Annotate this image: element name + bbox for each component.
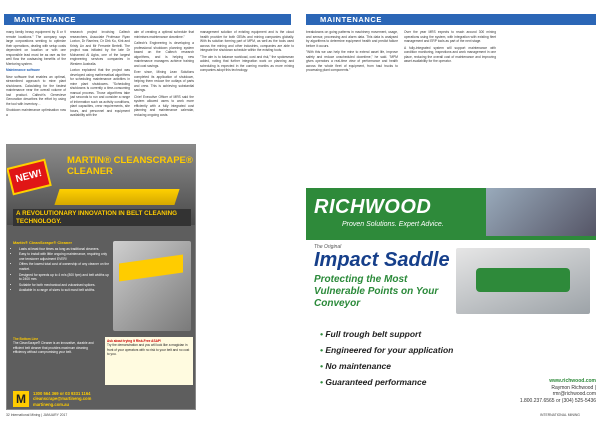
offer-text: Try the demonstration and you will look like a magician in front of your operators with no risk to your belt and no cost to you.	[107, 343, 190, 357]
article-column-6	[404, 30, 496, 184]
paragraph: breakdowns on going patterns in machinery movement, usage, and sensor, processing and alarm data. This data is analysed by algorithms to determine equipment health and predict failure before it occurs.	[306, 30, 398, 48]
offer-heading: Ask about trying it Risk-Free ASAP!	[107, 339, 162, 343]
richwood-website[interactable]: www.richwood.com	[549, 378, 596, 384]
bottom-line-box	[13, 337, 99, 355]
paragraph: Ever since, Mining Lean Solutions completed its application of shutdown, helping them reduce the outlays of parts and crew. This is achieving substantial savings.	[134, 70, 194, 92]
ad-bottom-section	[13, 337, 193, 385]
paragraph: aim of creating a optimal schedule that minimises maintenance downtime."	[134, 30, 194, 39]
benefit-item: • No maintenance	[320, 358, 453, 374]
footer-left: 32 International Mining | JANUARY 2017	[6, 413, 68, 417]
section-header-left: MAINTENANCE	[4, 14, 291, 25]
richwood-logo: RICHWOOD	[314, 196, 432, 218]
martin-email[interactable]: cleanscrape@martineng.com	[33, 396, 92, 402]
feature-item: • Offers the lowest total cost of ownership of any cleaner on the market.	[19, 262, 111, 271]
benefit-item: • Engineered for your application	[320, 342, 453, 358]
impact-saddle-image	[456, 248, 590, 314]
martin-logo: M	[13, 391, 29, 407]
cleaner-blade-image	[54, 189, 179, 205]
product-blade-shape	[119, 255, 183, 282]
subheading: Maintenance software	[6, 68, 40, 72]
ad-title: MARTIN® CLEANSCRAPE® CLEANER	[67, 155, 193, 177]
richwood-phone[interactable]: 1.800.237.6565 or (304) 525-5436	[519, 397, 596, 404]
richwood-tagline: Proven Solutions. Expert Advice.	[342, 221, 444, 228]
article-column-3	[134, 30, 194, 119]
bottom-line-text: The CleanScrape® Cleaner is an innovative, durable and efficient belt cleaner that provides maximum cleaning efficiency without compromising your belt.	[13, 341, 94, 355]
paragraph: Shutdown maintenance optimisation now a	[6, 108, 66, 117]
section-header-right: MAINTENANCE	[306, 14, 596, 25]
paragraph: Loxton explained that the project was developed using mathematical algorithms for scheduling maintenance activities in mine plant shutdowns. "Scheduling shutdowns is currently a time-consuming manual process. Those algorithms take just seconds to run and consider a range of information such as activity conditions, plant capacities, crew requirements, site hours, and personnel and equipment availability with the	[70, 68, 130, 117]
product-name: Impact Saddle	[314, 249, 450, 271]
article-column-5	[306, 30, 398, 184]
bottom-line-heading: The Bottom Line	[13, 337, 39, 341]
feature-item: • Designed for speeds up to 4 m/s (800 fpm) and belt widths up to 2400 mm.	[19, 273, 111, 282]
paragraph: Caltech's Engineering is developing a professional shutdown planning system based on the Caltech research algorithms, and is helping new maintenance managers achieve training and cost savings.	[134, 41, 194, 68]
paragraph: "With this we can help the mine to extend asset life, improve safety and reduce unscheduled downtime," he said. "MPM gives operators a real-time view of performance and health across the whole fleet of equipment, from haul trucks to processing plant components."	[306, 50, 398, 72]
paragraph: research project involving Caltech researchers, Associate Professor Ryan Loxton, Dr Ramirez, Dr Dirk Ku, Kirk and Kristy Lin and Mr Ferrante Bertelli. The project was initiated by the late Dr Mohamed Al Agha, one of the largest engineering services companies in Western Australia.	[70, 30, 130, 66]
saddle-shape	[476, 268, 570, 292]
ad-tagline: A REVOLUTIONARY INNOVATION IN BELT CLEANING TECHNOLOGY.	[13, 209, 191, 226]
feature-item: • Suitable for both mechanical and vulcanised splices.	[19, 283, 111, 288]
product-subtitle: Protecting the Most Vulnerable Points on Your Conveyor	[314, 274, 439, 309]
paragraph: New software that enables an optimal, streamlined approach to mine plant shutdowns. Calculating for the fastest maintenance near the overall volume of lost product. Caltech's Genevieve Genoration describes the effort by using the tool with inventory…	[6, 74, 66, 106]
product-image	[113, 241, 191, 331]
paragraph: many family heavy equipment by 8 or 9 remote locations." The company says large corporations seeking to optimize their operations, dealing with setup costs dependent on location or with one responsible lead must be as rare as the well flow the costsaving benefits of the Mentoring system.	[6, 30, 66, 66]
benefit-item: • Guaranteed performance	[320, 374, 453, 390]
feature-item: • Lasts at least four times as long as traditional cleaners.	[19, 247, 111, 252]
paragraph: Chief Executive Officer of MRS said the system allowed users to work more efficiently with a fully integrated cost planning and maintenance calendar, reducing ongoing costs.	[134, 94, 194, 117]
richwood-contact	[510, 378, 596, 404]
richwood-advertisement[interactable]	[306, 188, 596, 410]
paragraph: A fully-integrated system will support maintenance with condition monitoring, inspections and work management in one place, reducing the overall cost of maintenance and improving asset availability for the operator.	[404, 45, 496, 63]
product-prefix: The Original	[314, 244, 342, 250]
martin-phone[interactable]: 1300 564 369 or 03 9331 1164	[33, 391, 91, 396]
footer-right: INTERNATIONAL MINING	[540, 413, 580, 417]
feature-item: • Easy to install with little ongoing maintenance, requiring only one tensioner adjustment EVER!	[19, 252, 111, 261]
new-badge: NEW!	[9, 161, 50, 193]
feature-list	[13, 241, 111, 294]
offer-box	[105, 337, 193, 385]
benefit-item: • Full trough belt support	[320, 326, 453, 342]
feature-list-heading: Martin® CleanScrape® Cleaner	[13, 240, 73, 245]
article-column-4	[200, 30, 294, 408]
martin-website[interactable]: martineng.com.au	[33, 401, 70, 407]
paragraph: "The aim is to balance workload, cost and risk," the spokesman added, noting that further integration work on planning and scheduling is expected in the coming months as more mining companies adopt this technology.	[200, 54, 294, 72]
benefit-list	[320, 326, 453, 390]
conveyor-photo	[486, 188, 596, 236]
paragraph: Over the year MRS expects to reach around 300 mining operations using the system, with integration with existing fleet management and ERP tools as part of the next stage.	[404, 30, 496, 43]
article-column-1	[6, 30, 66, 119]
feature-item: • Available in a range of sizes to suit most belt widths.	[19, 288, 111, 293]
richwood-contact-person[interactable]: Raymon Richwood | rmr@richwood.com	[551, 384, 596, 397]
article-column-2	[70, 30, 130, 120]
martin-contact	[33, 391, 91, 407]
martin-advertisement[interactable]	[6, 144, 196, 410]
paragraph: management solution of existing equipment and is the cloud health provider for both OEMs and mining companies globally. With its solution forming part of MPM, as well as the tools used across the mining and other industries, companies are able to integrate the shutdown schedule within the existing tools.	[200, 30, 294, 52]
